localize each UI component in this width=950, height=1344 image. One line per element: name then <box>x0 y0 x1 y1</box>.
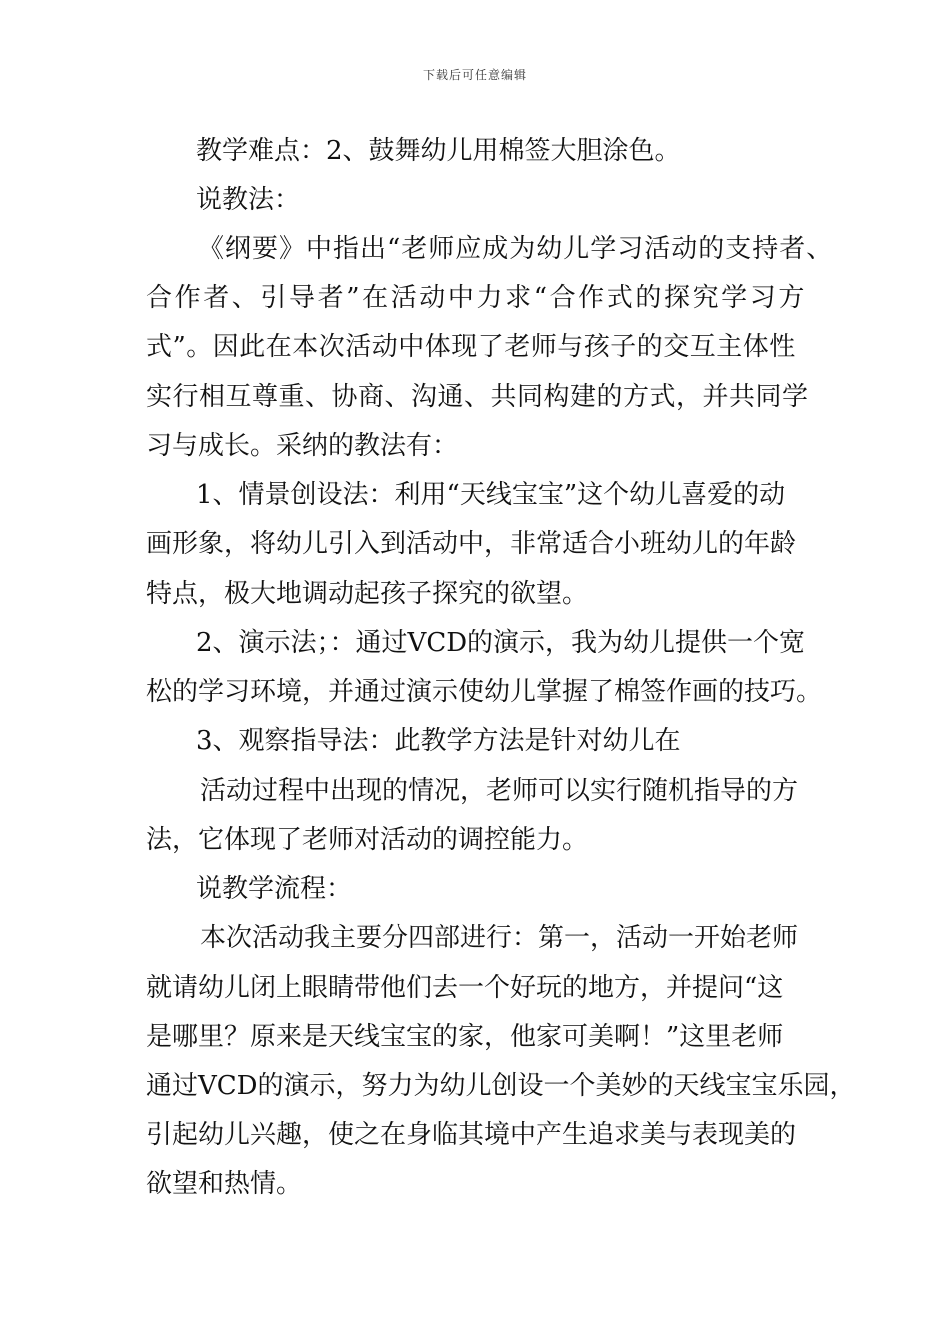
text-line: 说教学流程： <box>196 874 353 904</box>
text-line: 合作者、引导者”在活动中力求“合作式的探究学习方 <box>146 283 807 313</box>
text-line: 法，它体现了老师对活动的调控能力。 <box>146 825 589 855</box>
text-line: 《纲要》中指出“老师应成为幼儿学习活动的支持者、 <box>198 234 834 264</box>
text-line: 实行相互尊重、协商、沟通、共同构建的方式，并共同学 <box>146 382 809 412</box>
page-header-note: 下载后可任意编辑 <box>422 68 527 82</box>
text-line: 本次活动我主要分四部进行：第一，活动一开始老师 <box>200 923 799 953</box>
text-line: 说教法： <box>196 185 301 215</box>
text-line: 教学难点：2、鼓舞幼儿用棉签大胆涂色。 <box>196 136 681 166</box>
text-line: 就请幼儿闭上眼睛带他们去一个好玩的地方，并提问“这 <box>146 973 784 1003</box>
text-line: 3、观察指导法：此教学方法是针对幼儿在 <box>196 726 681 756</box>
text-line: 是哪里？原来是天线宝宝的家，他家可美啊！”这里老师 <box>146 1022 784 1052</box>
text-line: 松的学习环境，并通过演示使幼儿掌握了棉签作画的技巧。 <box>146 677 823 707</box>
text-line: 特点，极大地调动起孩子探究的欲望。 <box>146 579 589 609</box>
text-line: 2、演示法；：通过VCD的演示，我为幼儿提供一个宽 <box>196 628 806 658</box>
text-line: 画形象，将幼儿引入到活动中，非常适合小班幼儿的年龄 <box>146 529 797 559</box>
text-line: 习与成长。采纳的教法有： <box>146 431 459 461</box>
text-line: 引起幼儿兴趣，使之在身临其境中产生追求美与表现美的 <box>146 1120 797 1150</box>
text-line: 活动过程中出现的情况，老师可以实行随机指导的方 <box>200 776 799 806</box>
text-line: 式”。因此在本次活动中体现了老师与孩子的交互主体性 <box>146 332 796 362</box>
text-line: 通过VCD的演示，努力为幼儿创设一个美妙的天线宝宝乐园， <box>146 1071 856 1101</box>
text-line: 欲望和热情。 <box>146 1169 303 1199</box>
text-line: 1、情景创设法：利用“天线宝宝”这个幼儿喜爱的动 <box>196 480 786 510</box>
